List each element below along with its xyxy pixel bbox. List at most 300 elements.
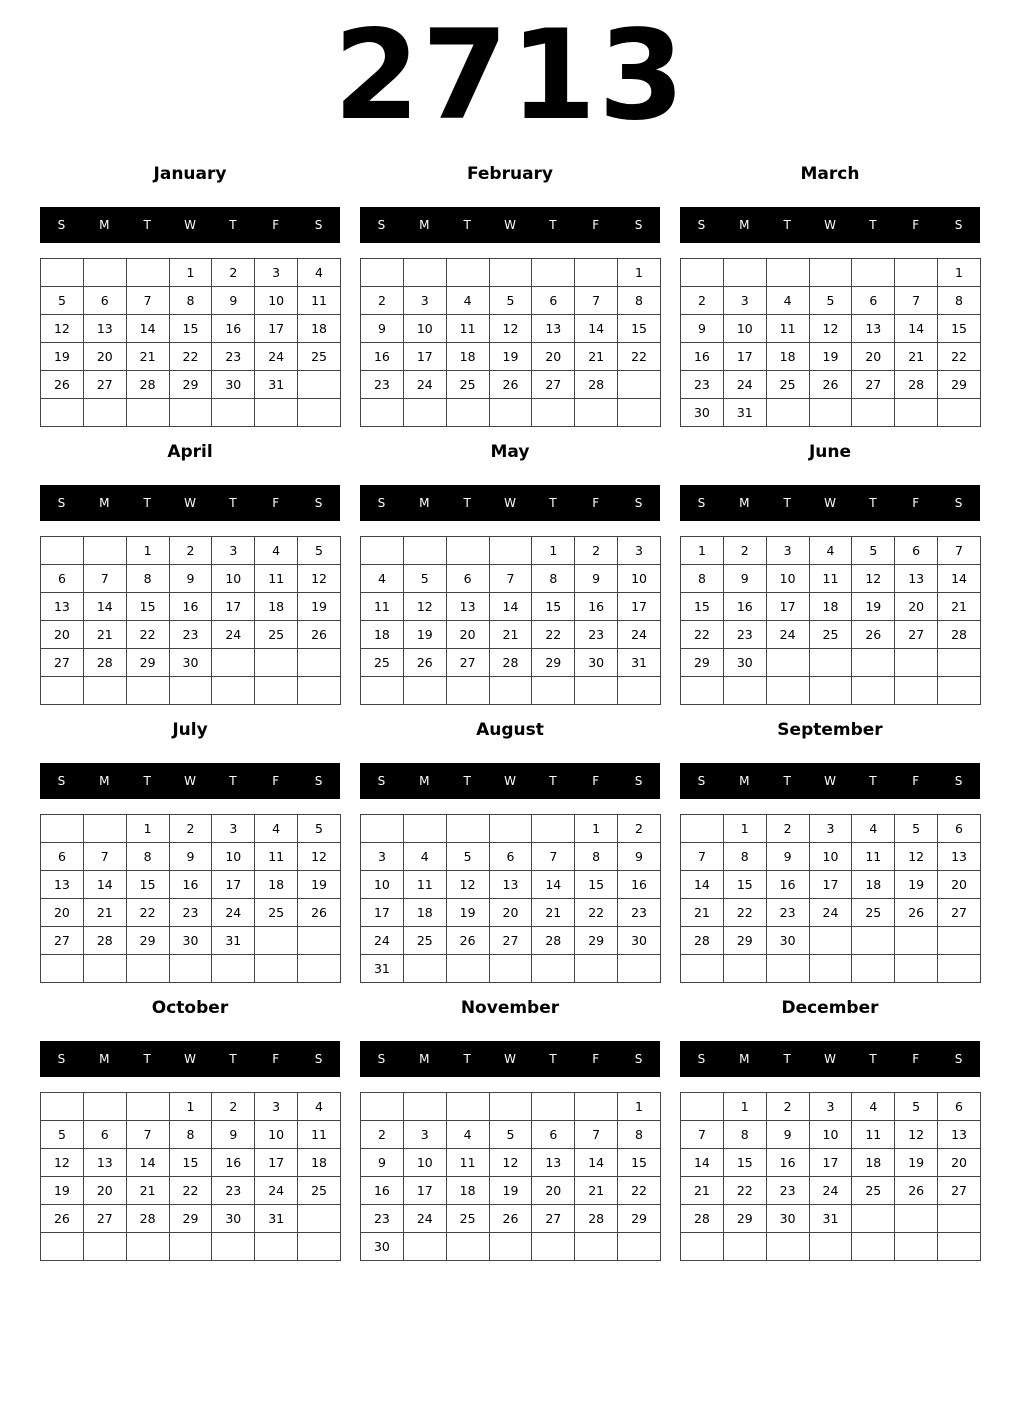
weekday-label: S: [634, 1052, 643, 1066]
day-cell: 24: [255, 1177, 298, 1205]
day-cell: 21: [681, 899, 724, 927]
day-cell: 13: [446, 593, 489, 621]
weekday-label: T: [463, 1052, 471, 1066]
day-cell: [938, 1205, 981, 1233]
day-grid: [40, 258, 341, 427]
weekday-label: W: [824, 496, 836, 510]
day-cell: [575, 955, 618, 983]
day-cell: 8: [126, 843, 169, 871]
day-cell: [83, 677, 126, 705]
day-cell: 2: [361, 287, 404, 315]
day-cell: [41, 537, 84, 565]
weekday-header: [360, 207, 660, 243]
day-cell: 22: [169, 343, 212, 371]
day-cell: [809, 955, 852, 983]
day-cell: 16: [575, 593, 618, 621]
weekday-label: S: [377, 1052, 386, 1066]
week-row: [361, 871, 661, 899]
day-cell: 27: [895, 621, 938, 649]
week-row: [681, 677, 981, 705]
day-cell: [403, 399, 446, 427]
day-cell: 26: [489, 371, 532, 399]
day-cell: 20: [895, 593, 938, 621]
month-name: December: [781, 998, 879, 1018]
day-cell: [446, 399, 489, 427]
day-cell: 5: [403, 565, 446, 593]
day-cell: 14: [681, 871, 724, 899]
day-cell: 18: [298, 1149, 341, 1177]
weekday-header: [40, 1041, 340, 1077]
weekday-label: M: [739, 218, 750, 232]
week-row: [681, 537, 981, 565]
week-row: [361, 1233, 661, 1261]
day-cell: 8: [126, 565, 169, 593]
week-row: [681, 565, 981, 593]
day-cell: 9: [361, 315, 404, 343]
day-cell: 17: [766, 593, 809, 621]
day-cell: [852, 649, 895, 677]
week-row: [361, 815, 661, 843]
day-cell: [895, 259, 938, 287]
day-cell: [126, 259, 169, 287]
week-row: [681, 815, 981, 843]
day-cell: 9: [212, 1121, 255, 1149]
weekday-label: S: [377, 218, 386, 232]
day-cell: 28: [938, 621, 981, 649]
day-cell: 29: [532, 649, 575, 677]
day-cell: 13: [938, 1121, 981, 1149]
day-cell: 29: [126, 649, 169, 677]
day-cell: 14: [532, 871, 575, 899]
day-cell: [895, 1205, 938, 1233]
weekday-label: S: [697, 1052, 706, 1066]
day-cell: 20: [938, 871, 981, 899]
day-cell: 24: [212, 621, 255, 649]
day-cell: 19: [809, 343, 852, 371]
day-cell: 16: [723, 593, 766, 621]
day-cell: 14: [489, 593, 532, 621]
day-cell: 16: [361, 1177, 404, 1205]
week-row: [681, 927, 981, 955]
week-row: [41, 537, 341, 565]
week-row: [361, 1205, 661, 1233]
day-cell: 7: [532, 843, 575, 871]
weekday-label: M: [419, 218, 430, 232]
day-cell: [938, 399, 981, 427]
day-cell: 22: [938, 343, 981, 371]
week-row: [361, 899, 661, 927]
weekday-label: S: [57, 218, 66, 232]
day-cell: 21: [126, 1177, 169, 1205]
day-cell: 1: [938, 259, 981, 287]
day-cell: 26: [809, 371, 852, 399]
day-cell: 1: [618, 259, 661, 287]
day-cell: 15: [532, 593, 575, 621]
day-cell: 25: [255, 899, 298, 927]
week-row: [41, 287, 341, 315]
day-cell: 4: [255, 537, 298, 565]
day-cell: [809, 677, 852, 705]
day-cell: 17: [618, 593, 661, 621]
day-cell: 7: [489, 565, 532, 593]
day-cell: 17: [403, 343, 446, 371]
month-name: August: [476, 720, 544, 740]
day-cell: [852, 399, 895, 427]
day-cell: 23: [169, 621, 212, 649]
day-cell: 19: [489, 1177, 532, 1205]
day-cell: 31: [809, 1205, 852, 1233]
day-cell: [532, 955, 575, 983]
day-cell: 27: [938, 899, 981, 927]
day-cell: [852, 677, 895, 705]
day-cell: 11: [361, 593, 404, 621]
week-row: [361, 259, 661, 287]
day-cell: [83, 537, 126, 565]
month-name: January: [153, 164, 227, 184]
day-cell: 23: [766, 899, 809, 927]
day-cell: [212, 955, 255, 983]
day-cell: 8: [938, 287, 981, 315]
day-cell: 6: [532, 287, 575, 315]
week-row: [681, 399, 981, 427]
day-cell: [723, 1233, 766, 1261]
day-grid: [680, 258, 981, 427]
day-cell: 4: [809, 537, 852, 565]
day-cell: 16: [766, 1149, 809, 1177]
day-cell: 1: [169, 1093, 212, 1121]
day-cell: [532, 259, 575, 287]
day-cell: 23: [212, 343, 255, 371]
week-row: [361, 843, 661, 871]
weekday-label: W: [504, 496, 516, 510]
weekday-label: T: [143, 1052, 151, 1066]
week-row: [361, 593, 661, 621]
week-row: [41, 593, 341, 621]
day-cell: 15: [618, 315, 661, 343]
day-cell: [403, 815, 446, 843]
week-row: [361, 955, 661, 983]
day-cell: 3: [255, 1093, 298, 1121]
day-cell: 20: [41, 621, 84, 649]
day-grid: [360, 814, 661, 983]
day-cell: 28: [575, 1205, 618, 1233]
day-cell: 10: [766, 565, 809, 593]
day-cell: 13: [41, 593, 84, 621]
weekday-label: T: [549, 496, 557, 510]
day-cell: 7: [575, 1121, 618, 1149]
day-cell: 2: [169, 815, 212, 843]
day-cell: 21: [938, 593, 981, 621]
day-cell: 10: [212, 843, 255, 871]
day-cell: [895, 677, 938, 705]
day-cell: 9: [361, 1149, 404, 1177]
day-cell: 30: [681, 399, 724, 427]
day-cell: 18: [298, 315, 341, 343]
day-cell: 16: [618, 871, 661, 899]
day-cell: [361, 677, 404, 705]
week-row: [681, 955, 981, 983]
day-cell: [766, 259, 809, 287]
weekday-label: T: [229, 496, 237, 510]
day-cell: 27: [41, 649, 84, 677]
day-cell: 28: [126, 371, 169, 399]
day-cell: 22: [126, 621, 169, 649]
day-cell: [446, 1233, 489, 1261]
day-cell: [361, 259, 404, 287]
weekday-label: S: [954, 496, 963, 510]
day-cell: [532, 1093, 575, 1121]
day-cell: [41, 399, 84, 427]
day-cell: 11: [255, 843, 298, 871]
weekday-label: F: [912, 218, 920, 232]
day-cell: [766, 1233, 809, 1261]
day-cell: 30: [212, 371, 255, 399]
weekday-header: [360, 1041, 660, 1077]
day-cell: 2: [681, 287, 724, 315]
day-cell: 2: [618, 815, 661, 843]
day-cell: 10: [361, 871, 404, 899]
day-cell: [532, 1233, 575, 1261]
day-cell: 2: [212, 259, 255, 287]
weekday-label: T: [869, 1052, 877, 1066]
weekday-label: M: [419, 496, 430, 510]
weekday-label: T: [549, 774, 557, 788]
day-cell: 4: [403, 843, 446, 871]
day-cell: 27: [489, 927, 532, 955]
day-cell: 4: [298, 1093, 341, 1121]
day-cell: [895, 399, 938, 427]
weekday-label: M: [739, 1052, 750, 1066]
day-cell: 4: [766, 287, 809, 315]
week-row: [681, 1149, 981, 1177]
day-cell: [618, 677, 661, 705]
week-row: [361, 927, 661, 955]
day-cell: 29: [938, 371, 981, 399]
day-cell: 2: [212, 1093, 255, 1121]
day-cell: 12: [41, 315, 84, 343]
day-cell: 4: [361, 565, 404, 593]
day-grid: [680, 536, 981, 705]
weekday-label: T: [783, 774, 791, 788]
day-cell: 17: [809, 1149, 852, 1177]
day-cell: 26: [41, 371, 84, 399]
day-cell: 7: [681, 843, 724, 871]
day-cell: 22: [169, 1177, 212, 1205]
weekday-label: W: [184, 774, 196, 788]
day-cell: 9: [169, 843, 212, 871]
day-cell: 16: [169, 871, 212, 899]
weekday-header: [40, 207, 340, 243]
day-cell: 28: [489, 649, 532, 677]
week-row: [361, 343, 661, 371]
day-cell: [575, 677, 618, 705]
day-cell: 14: [895, 315, 938, 343]
day-cell: 17: [255, 1149, 298, 1177]
day-cell: 10: [618, 565, 661, 593]
day-cell: 22: [575, 899, 618, 927]
weekday-label: W: [824, 1052, 836, 1066]
weekday-label: S: [954, 1052, 963, 1066]
week-row: [681, 1233, 981, 1261]
day-cell: [809, 927, 852, 955]
day-cell: 6: [41, 843, 84, 871]
day-cell: [681, 955, 724, 983]
day-cell: 31: [255, 371, 298, 399]
day-cell: 13: [938, 843, 981, 871]
week-row: [41, 565, 341, 593]
week-row: [361, 1177, 661, 1205]
day-cell: 4: [298, 259, 341, 287]
day-cell: 14: [938, 565, 981, 593]
day-cell: 12: [809, 315, 852, 343]
day-cell: 4: [852, 815, 895, 843]
day-cell: [575, 399, 618, 427]
week-row: [41, 1233, 341, 1261]
day-cell: [361, 815, 404, 843]
week-row: [41, 899, 341, 927]
day-cell: 26: [446, 927, 489, 955]
day-cell: 23: [723, 621, 766, 649]
weekday-label: F: [912, 774, 920, 788]
day-cell: 5: [41, 287, 84, 315]
day-cell: 30: [766, 1205, 809, 1233]
week-row: [361, 677, 661, 705]
weekday-label: T: [143, 496, 151, 510]
day-cell: [212, 649, 255, 677]
day-cell: [809, 649, 852, 677]
day-cell: 24: [809, 1177, 852, 1205]
week-row: [681, 871, 981, 899]
day-cell: 19: [41, 343, 84, 371]
day-cell: 19: [852, 593, 895, 621]
day-cell: 28: [83, 649, 126, 677]
day-cell: [126, 399, 169, 427]
day-cell: 18: [403, 899, 446, 927]
day-cell: 28: [532, 927, 575, 955]
day-cell: 1: [126, 815, 169, 843]
day-cell: 11: [298, 287, 341, 315]
day-grid: [360, 536, 661, 705]
day-cell: 28: [681, 927, 724, 955]
day-grid: [360, 258, 661, 427]
week-row: [41, 649, 341, 677]
day-cell: 14: [126, 315, 169, 343]
day-cell: 5: [298, 537, 341, 565]
weekday-label: S: [954, 774, 963, 788]
day-cell: [809, 259, 852, 287]
day-cell: 3: [255, 259, 298, 287]
weekday-label: S: [314, 218, 323, 232]
day-cell: 11: [255, 565, 298, 593]
day-cell: 7: [83, 565, 126, 593]
day-cell: 3: [403, 1121, 446, 1149]
day-cell: [852, 1233, 895, 1261]
day-cell: 3: [403, 287, 446, 315]
day-cell: 20: [532, 343, 575, 371]
day-cell: [938, 649, 981, 677]
month-name: February: [466, 164, 554, 184]
weekday-label: T: [783, 218, 791, 232]
day-cell: 28: [575, 371, 618, 399]
day-grid: [680, 814, 981, 983]
weekday-label: S: [634, 496, 643, 510]
day-cell: [723, 677, 766, 705]
day-cell: [298, 1205, 341, 1233]
day-cell: 23: [766, 1177, 809, 1205]
day-cell: [766, 955, 809, 983]
day-cell: [212, 1233, 255, 1261]
day-cell: 30: [723, 649, 766, 677]
day-cell: [489, 815, 532, 843]
day-cell: [255, 677, 298, 705]
day-cell: 14: [575, 315, 618, 343]
day-cell: [361, 537, 404, 565]
day-cell: 20: [83, 343, 126, 371]
day-cell: 21: [532, 899, 575, 927]
day-cell: [83, 1093, 126, 1121]
day-cell: [41, 1093, 84, 1121]
day-cell: [169, 955, 212, 983]
day-cell: 13: [895, 565, 938, 593]
weekday-label: M: [99, 774, 110, 788]
day-cell: [212, 399, 255, 427]
day-cell: 25: [809, 621, 852, 649]
day-cell: 5: [41, 1121, 84, 1149]
week-row: [41, 927, 341, 955]
week-row: [41, 343, 341, 371]
day-cell: 20: [41, 899, 84, 927]
day-cell: 23: [361, 1205, 404, 1233]
day-cell: 1: [618, 1093, 661, 1121]
day-cell: [489, 1093, 532, 1121]
day-cell: 15: [126, 871, 169, 899]
day-cell: 5: [852, 537, 895, 565]
day-cell: [618, 1233, 661, 1261]
weekday-label: T: [463, 774, 471, 788]
week-row: [361, 287, 661, 315]
day-cell: 27: [852, 371, 895, 399]
day-cell: 6: [83, 1121, 126, 1149]
week-row: [41, 815, 341, 843]
day-cell: 15: [618, 1149, 661, 1177]
day-cell: 1: [532, 537, 575, 565]
day-cell: 2: [766, 815, 809, 843]
weekday-label: F: [592, 774, 600, 788]
day-cell: 31: [361, 955, 404, 983]
day-cell: [361, 399, 404, 427]
day-cell: 15: [169, 1149, 212, 1177]
weekday-label: W: [824, 774, 836, 788]
day-cell: 22: [618, 1177, 661, 1205]
weekday-label: S: [697, 496, 706, 510]
day-cell: 28: [895, 371, 938, 399]
weekday-header: [680, 1041, 980, 1077]
day-cell: [852, 1205, 895, 1233]
day-cell: 29: [169, 371, 212, 399]
day-cell: 7: [895, 287, 938, 315]
day-cell: [169, 399, 212, 427]
day-cell: [255, 649, 298, 677]
day-cell: 6: [446, 565, 489, 593]
day-cell: 13: [83, 315, 126, 343]
month-name: June: [808, 442, 852, 462]
day-cell: [809, 1233, 852, 1261]
month-name: November: [460, 998, 560, 1018]
day-cell: 26: [489, 1205, 532, 1233]
day-cell: 22: [618, 343, 661, 371]
day-cell: 20: [446, 621, 489, 649]
week-row: [361, 1121, 661, 1149]
